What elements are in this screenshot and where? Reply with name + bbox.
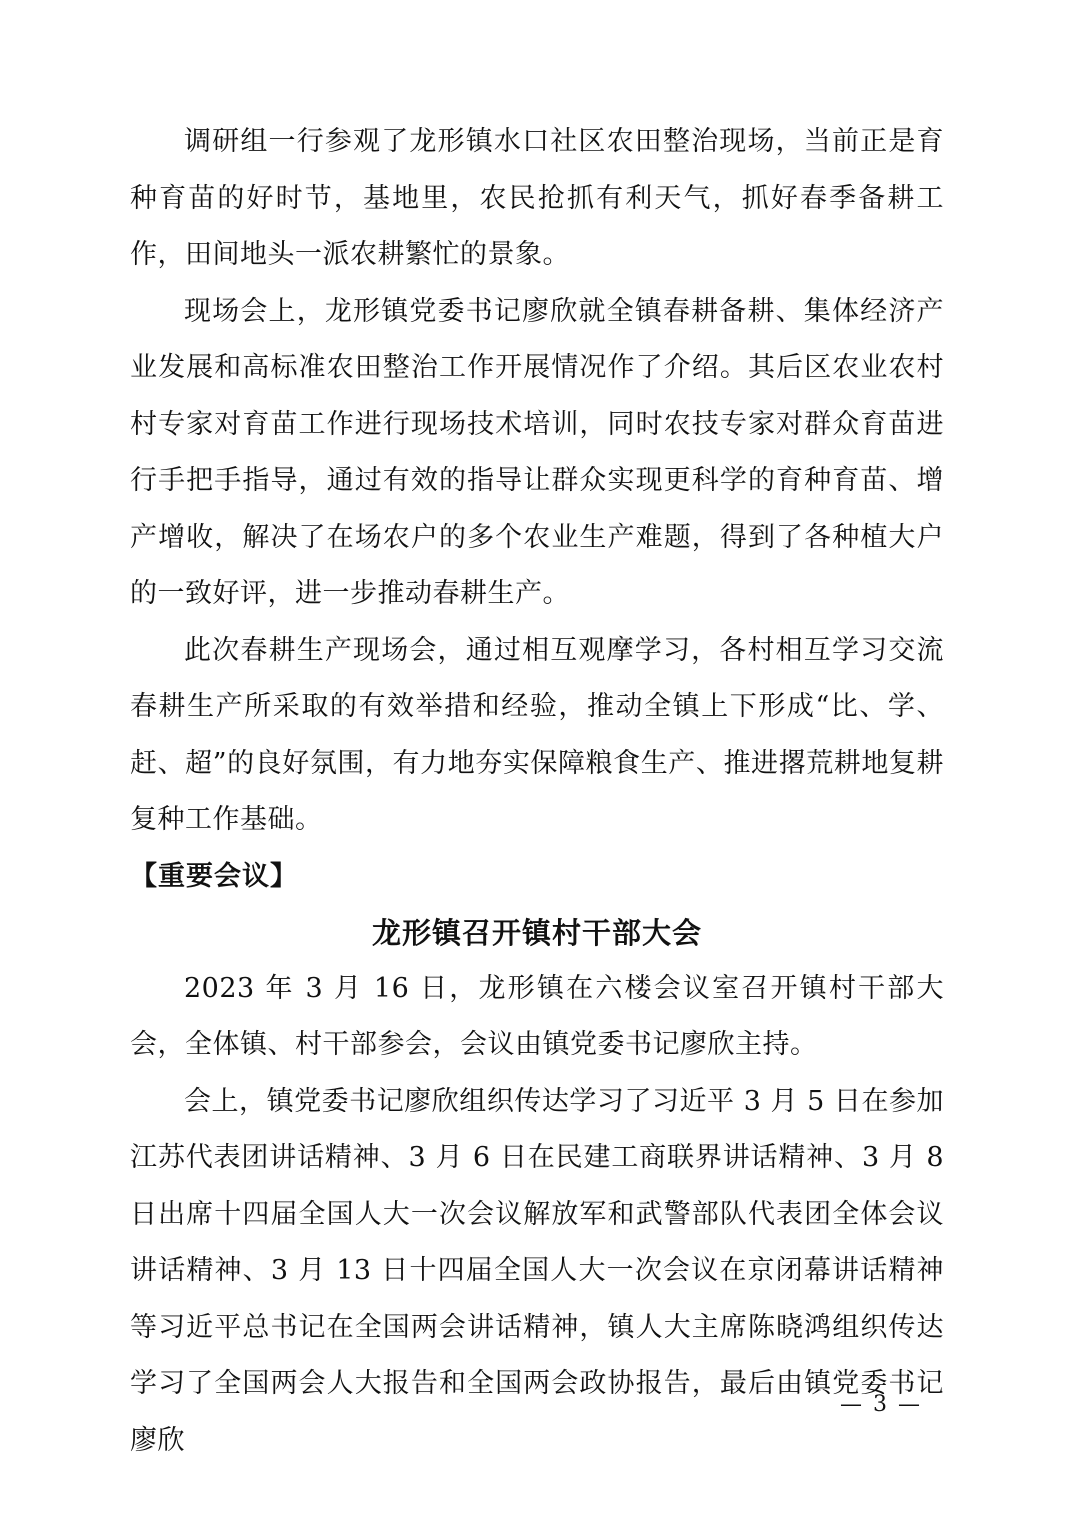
article-title: 龙形镇召开镇村干部大会 xyxy=(371,915,702,950)
paragraph-observation-learning: 此次春耕生产现场会，通过相互观摩学习，各村相互学习交流春耕生产所采取的有效举措和经验，推动全镇上下形成“比、学、赶、超”的良好氛围，有力地夯实保障粮食生产、推进撂荒耕地复耕复种工作基础。 xyxy=(130,634,944,835)
paragraph-meeting-date: 2023 年 3 月 16 日，龙形镇在六楼会议室召开镇村干部大会，全体镇、村干部参会，会议由镇党委书记廖欣主持。 xyxy=(130,972,944,1060)
page-number: — 3 — xyxy=(840,1392,922,1417)
section-heading: 【重要会议】 xyxy=(130,860,298,892)
document-page xyxy=(130,114,944,1469)
paragraph-field-visit: 调研组一行参观了龙形镇水口社区农田整治现场，当前正是育种育苗的好时节，基地里，农民抢抓有利天气，抓好春季备耕工作，田间地头一派农耕繁忙的景象。 xyxy=(130,126,944,270)
paragraph-meeting-content: 会上，镇党委书记廖欣组织传达学习了习近平 3 月 5 日在参加江苏代表团讲话精神、3 月 6 日在民建工商联界讲话精神、3 月 8 日出席十四届全国人大一次会议解放军和武警部队代表团全体会议讲话精神、3 月 13 日十四届全国人大一次会议在京闭幕讲话精神等习近平总书记在全国两会讲话精神，镇人大主席陈晓鸿组织传达学习了全国两会人大报告和全国两会政协报告，最后由镇党委书记廖欣 xyxy=(130,1085,944,1456)
paragraph-onsite-meeting: 现场会上，龙形镇党委书记廖欣就全镇春耕备耕、集体经济产业发展和高标准农田整治工作开展情况作了介绍。其后区农业农村村专家对育苗工作进行现场技术培训，同时农技专家对群众育苗进行手把手指导，通过有效的指导让群众实现更科学的育种育苗、增产增收，解决了在场农户的多个农业生产难题，得到了各种植大户的一致好评，进一步推动春耕生产。 xyxy=(130,295,944,609)
